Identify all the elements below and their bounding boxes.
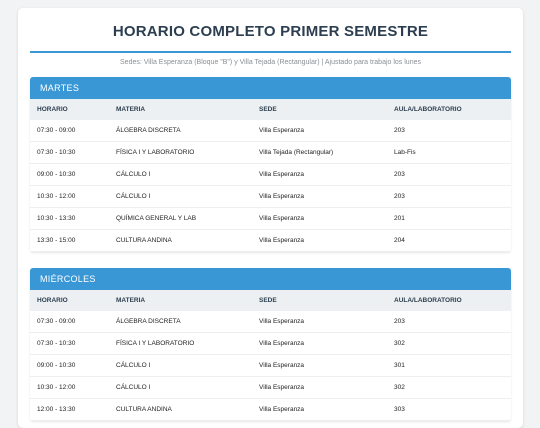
table-cell: CULTURA ANDINA: [109, 399, 252, 421]
table-cell: 07:30 - 09:00: [30, 120, 109, 142]
table-cell: 203: [387, 311, 511, 333]
table-cell: Villa Esperanza: [252, 186, 387, 208]
table-cell: CÁLCULO I: [109, 355, 252, 377]
table-row: [30, 208, 511, 230]
table-cell: Lab-Fis: [387, 142, 511, 164]
table-cell: ÁLGEBRA DISCRETA: [109, 120, 252, 142]
day-section: [30, 268, 511, 421]
table-cell: 204: [387, 230, 511, 252]
day-section: [30, 77, 511, 252]
table-cell: 07:30 - 10:30: [30, 333, 109, 355]
table-cell: CÁLCULO I: [109, 164, 252, 186]
table-cell: Villa Esperanza: [252, 399, 387, 421]
column-header: MATERIA: [109, 99, 252, 120]
table-cell: CÁLCULO I: [109, 377, 252, 399]
table-cell: QUÍMICA GENERAL Y LAB: [109, 208, 252, 230]
table-cell: 302: [387, 333, 511, 355]
table-row: [30, 230, 511, 252]
column-header: MATERIA: [109, 290, 252, 311]
table-cell: 09:00 - 10:30: [30, 355, 109, 377]
table-cell: Villa Tejada (Rectangular): [252, 142, 387, 164]
table-cell: 203: [387, 164, 511, 186]
table-cell: FÍSICA I Y LABORATORIO: [109, 142, 252, 164]
table-cell: 07:30 - 10:30: [30, 142, 109, 164]
table-cell: 07:30 - 09:00: [30, 311, 109, 333]
table-row: [30, 311, 511, 333]
table-row: [30, 355, 511, 377]
table-cell: 13:30 - 15:00: [30, 230, 109, 252]
table-row: [30, 142, 511, 164]
title-divider: [30, 51, 511, 53]
table-cell: Villa Esperanza: [252, 355, 387, 377]
table-cell: Villa Esperanza: [252, 164, 387, 186]
table-cell: 302: [387, 377, 511, 399]
table-cell: FÍSICA I Y LABORATORIO: [109, 333, 252, 355]
schedule-table: [30, 290, 511, 421]
column-header: SEDE: [252, 290, 387, 311]
column-header: AULA/LABORATORIO: [387, 99, 511, 120]
table-cell: Villa Esperanza: [252, 230, 387, 252]
day-header: MIÉRCOLES: [30, 268, 511, 290]
table-row: [30, 399, 511, 421]
table-header-row: [30, 290, 511, 311]
page-subtitle: Sedes: Villa Esperanza (Bloque "B") y Villa Tejada (Rectangular) | Ajustado para trabajo los lunes: [120, 59, 421, 66]
table-cell: 203: [387, 120, 511, 142]
page-title: HORARIO COMPLETO PRIMER SEMESTRE: [112, 23, 429, 40]
table-header-row: [30, 99, 511, 120]
table-cell: 10:30 - 13:30: [30, 208, 109, 230]
table-row: [30, 333, 511, 355]
column-header: AULA/LABORATORIO: [387, 290, 511, 311]
table-cell: 201: [387, 208, 511, 230]
table-cell: 203: [387, 186, 511, 208]
table-row: [30, 120, 511, 142]
table-cell: 301: [387, 355, 511, 377]
table-cell: 12:00 - 13:30: [30, 399, 109, 421]
table-cell: 10:30 - 12:00: [30, 186, 109, 208]
table-row: [30, 186, 511, 208]
table-cell: Villa Esperanza: [252, 377, 387, 399]
column-header: SEDE: [252, 99, 387, 120]
table-cell: 09:00 - 10:30: [30, 164, 109, 186]
day-sections: [18, 77, 523, 421]
table-row: [30, 164, 511, 186]
day-header: MARTES: [30, 77, 511, 99]
table-cell: CULTURA ANDINA: [109, 230, 252, 252]
table-cell: 303: [387, 399, 511, 421]
table-cell: Villa Esperanza: [252, 311, 387, 333]
column-header: HORARIO: [30, 290, 109, 311]
table-cell: ÁLGEBRA DISCRETA: [109, 311, 252, 333]
table-cell: 10:30 - 12:00: [30, 377, 109, 399]
table-cell: Villa Esperanza: [252, 333, 387, 355]
table-cell: Villa Esperanza: [252, 120, 387, 142]
table-cell: CÁLCULO I: [109, 186, 252, 208]
schedule-table: [30, 99, 511, 252]
table-row: [30, 377, 511, 399]
table-cell: Villa Esperanza: [252, 208, 387, 230]
column-header: HORARIO: [30, 99, 109, 120]
schedule-page: [18, 8, 523, 428]
